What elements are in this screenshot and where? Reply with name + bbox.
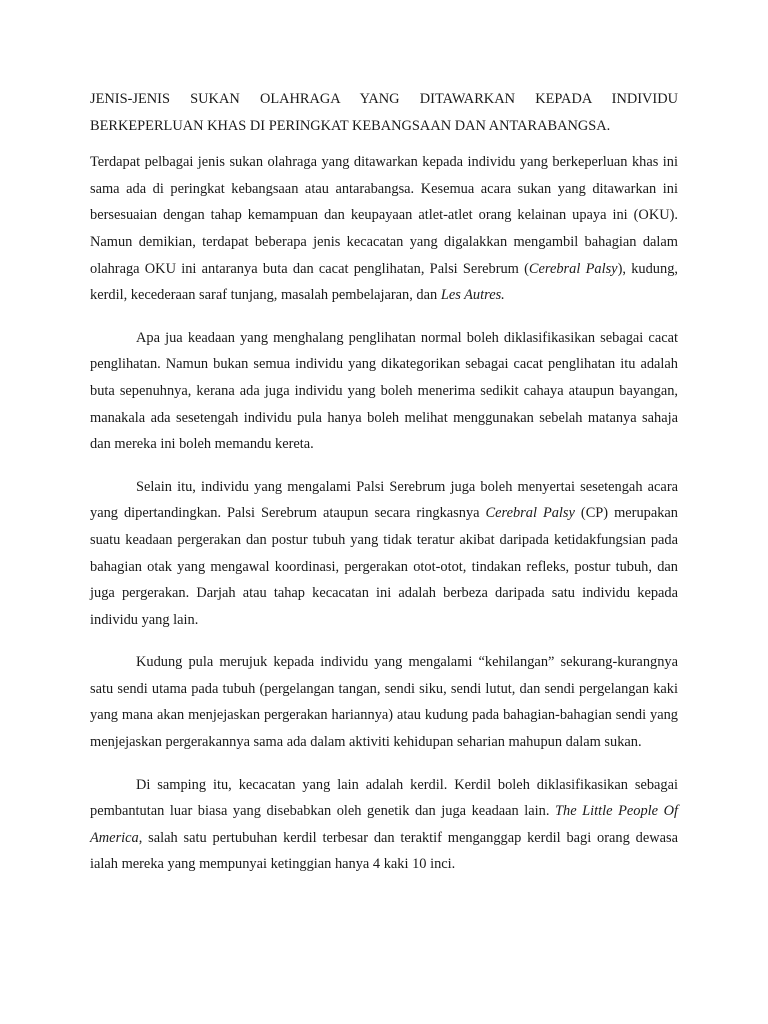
paragraph-3-text-a: Selain itu, individu yang mengalami Palsi Serebrum juga boleh menyertai sesetengah acara yang dipertandingkan. Palsi Serebrum ataupun secara ringkasnya bbox=[90, 478, 678, 522]
paragraph-5-text-b: , salah satu pertubuhan kerdil terbesar dan teraktif menganggap kerdil bagi orang dewasa ialah mereka yang mempunyai ketinggian hanya 4 kaki 10 inci. bbox=[90, 829, 678, 873]
paragraph-4: Kudung pula merujuk kepada individu yang mengalami “kehilangan” sekurang-kurangnya satu sendi utama pada tubuh (pergelangan tangan, sendi siku, sendi lutut, dan sendi pergelangan kaki yang mana akan menjejaskan pergerakan hariannya) atau kudung pada bahagian-bahagian sendi yang menjejaskan pergerakannya sama ada dalam aktiviti kehidupan seharian mahupun dalam sukan. bbox=[90, 654, 678, 751]
document-page bbox=[90, 86, 678, 894]
paragraph-1-text-b: ), kudung, kerdil, kecederaan saraf tunjang, masalah pembelajaran, dan bbox=[90, 260, 678, 304]
paragraph-3 bbox=[90, 474, 678, 634]
paragraph-5-text-a: Di samping itu, kecacatan yang lain adalah kerdil. Kerdil boleh diklasifikasikan sebagai pembantutan luar biasa yang disebabkan oleh genetik dan juga keadaan lain. bbox=[90, 776, 678, 820]
paragraph-5-italic-organization: The Little People Of America bbox=[90, 803, 678, 846]
title-line-1: JENIS-JENIS SUKAN OLAHRAGA YANG DITAWARKAN KEPADA INDIVIDU bbox=[90, 91, 678, 107]
paragraph-1 bbox=[90, 149, 678, 309]
paragraph-1-italic-cerebral-palsy: Cerebral Palsy bbox=[528, 260, 618, 277]
paragraph-2: Apa jua keadaan yang menghalang penglihatan normal boleh diklasifikasikan sebagai cacat penglihatan. Namun bukan semua individu yang dikategorikan sebagai cacat penglihatan itu adalah buta sepenuhnya, kerana ada juga individu yang boleh menerima sedikit cahaya ataupun bayangan, manakala ada sesetengah individu pula hanya boleh melihat menggunakan sebelah matanya sahaja dan mereka ini boleh memandu kereta. bbox=[90, 329, 678, 453]
title-line-2: BERKEPERLUAN KHAS DI PERINGKAT KEBANGSAAN DAN ANTARABANGSA. bbox=[90, 117, 611, 134]
paragraph-3-italic-cerebral-palsy: Cerebral Palsy bbox=[485, 505, 575, 522]
paragraph-3-text-b: (CP) merupakan suatu keadaan pergerakan dan postur tubuh yang tidak teratur akibat daripada ketidakfungsian pada bahagian otak yang mengawal koordinasi, pergerakan otot-otot, tindakan refleks, postur tubuh, dan juga pergerakan. Darjah atau tahap kecacatan ini adalah berbeza daripada satu individu kepada individu yang lain. bbox=[90, 505, 679, 628]
paragraph-5 bbox=[90, 772, 678, 878]
paragraph-1-italic-les-autres: Les Autres. bbox=[440, 287, 505, 304]
paragraph-1-text-a: Terdapat pelbagai jenis sukan olahraga yang ditawarkan kepada individu yang berkeperluan khas ini sama ada di peringkat kebangsaan atau antarabangsa. Kesemua acara sukan yang ditawarkan ini bersesuaian dengan tahap kemampuan dan keupayaan atlet-atlet orang kelainan upaya ini (OKU). Namun demikian, terdapat beberapa jenis kecacatan yang digalakkan mengambil bahagian dalam olahraga OKU ini antaranya buta dan cacat penglihatan, Palsi Serebrum ( bbox=[90, 154, 678, 277]
document-title bbox=[90, 86, 678, 139]
